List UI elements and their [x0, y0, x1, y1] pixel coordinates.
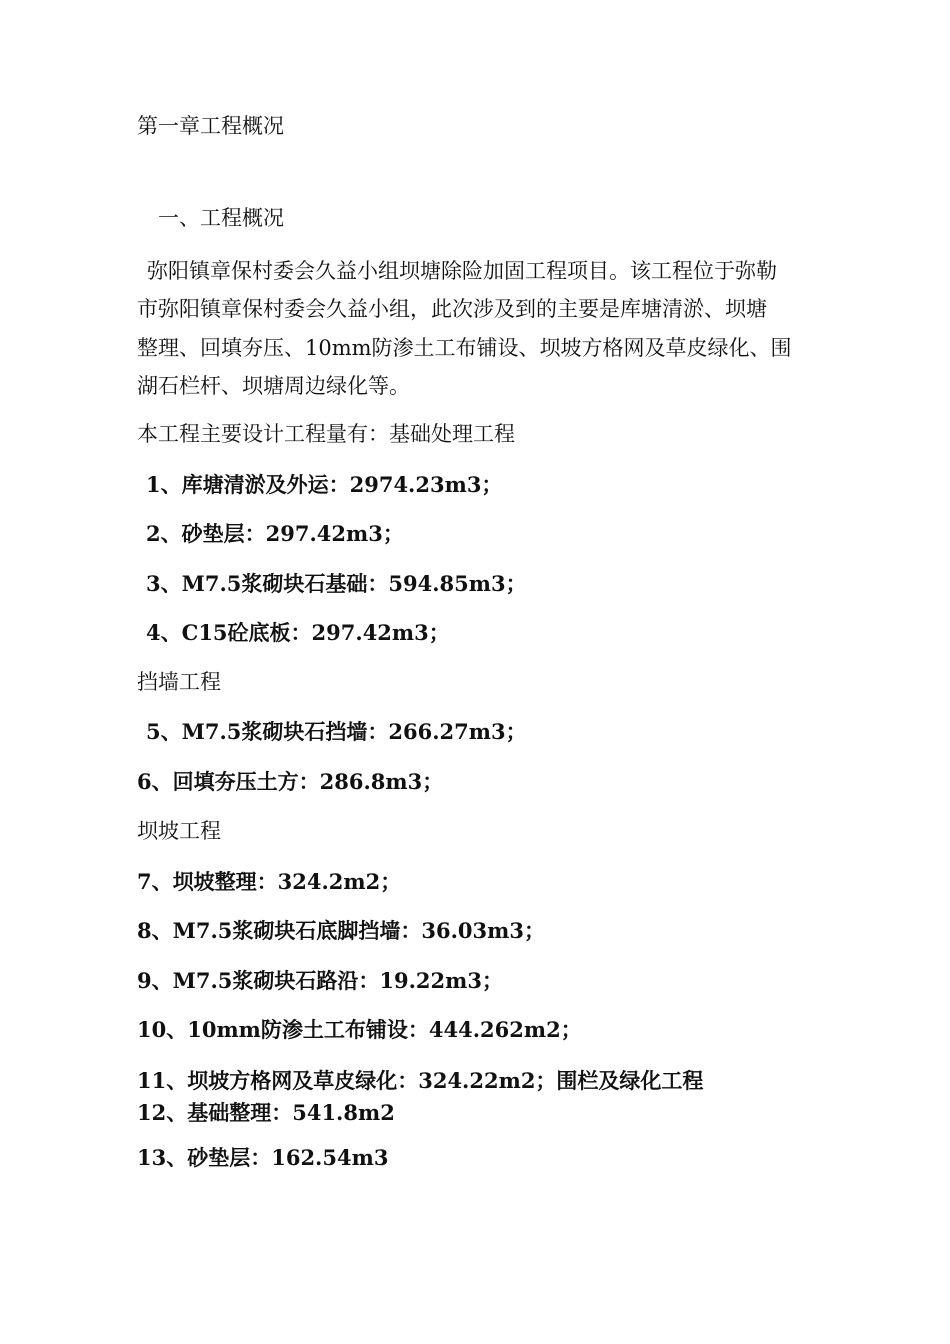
list-item-2: 2、砂垫层：297.42m3； — [146, 521, 404, 546]
intro-line-2: 市弥阳镇章保村委会久益小组，此次涉及到的主要是库塘清淤、坝塘 — [137, 297, 767, 321]
intro-line-4: 湖石栏杆、坝塘周边绿化等。 — [137, 374, 410, 398]
section-title: 一、工程概况 — [158, 206, 284, 230]
list-item-4: 4、C15砼底板：297.42m3； — [146, 620, 450, 645]
dam-slope-heading: 坝坡工程 — [137, 819, 221, 843]
list-item-7: 7、坝坡整理：324.2m2； — [137, 869, 402, 894]
list-item-3: 3、M7.5浆砌块石基础：594.85m3； — [146, 571, 527, 596]
chapter-title: 第一章工程概况 — [137, 114, 284, 138]
intro-line-3: 整理、回填夯压、10mm防渗土工布铺设、坝坡方格网及草皮绿化、围 — [137, 336, 792, 360]
list-item-11: 11、坝坡方格网及草皮绿化：324.22m2；围栏及绿化工程 — [137, 1068, 704, 1093]
list-item-1: 1、库塘清淤及外运：2974.23m3； — [146, 472, 503, 497]
list-item-8: 8、M7.5浆砌块石底脚挡墙：36.03m3； — [137, 918, 545, 943]
intro-line-1: 弥阳镇章保村委会久益小组坝塘除险加固工程项目。该工程位于弥勒 — [147, 259, 777, 283]
list-item-5: 5、M7.5浆砌块石挡墙：266.27m3； — [146, 719, 527, 744]
list-item-9: 9、M7.5浆砌块石路沿：19.22m3； — [137, 968, 503, 993]
retaining-wall-heading: 挡墙工程 — [137, 670, 221, 694]
list-item-6: 6、回填夯压土方：286.8m3； — [137, 769, 444, 794]
list-item-12: 12、基础整理：541.8m2 — [137, 1100, 395, 1125]
list-item-13: 13、砂垫层：162.54m3 — [137, 1145, 389, 1170]
quantities-heading: 本工程主要设计工程量有：基础处理工程 — [137, 422, 515, 446]
list-item-10: 10、10mm防渗土工布铺设：444.262m2； — [137, 1017, 582, 1042]
